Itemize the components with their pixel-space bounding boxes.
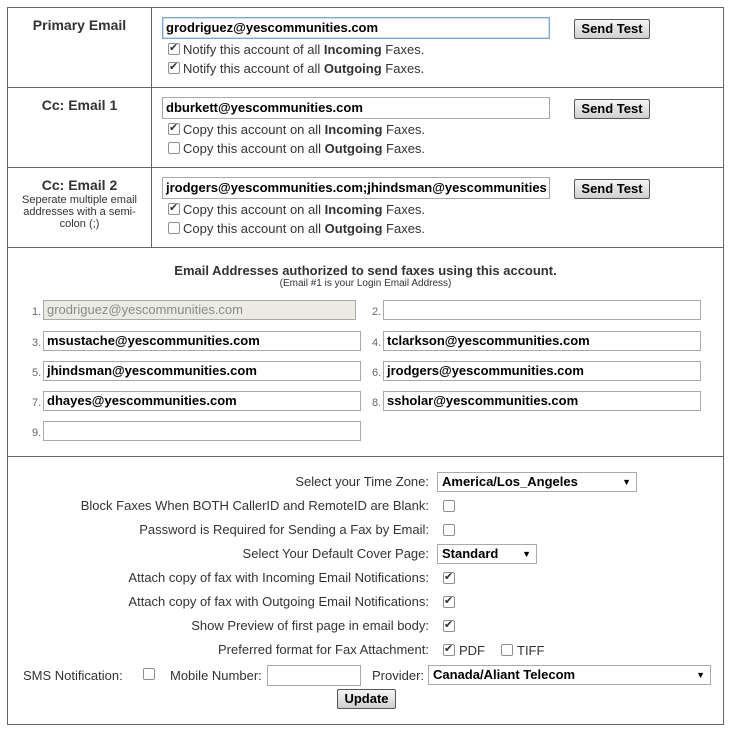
notify-incoming-checkbox[interactable] — [168, 43, 180, 55]
chevron-down-icon: ▼ — [622, 477, 631, 487]
divider — [8, 247, 723, 248]
slot-number: 7. — [32, 397, 42, 409]
update-button[interactable]: Update — [337, 689, 396, 709]
format-pdf-label: PDF — [459, 643, 485, 658]
format-pdf-checkbox[interactable] — [443, 644, 455, 656]
slot-number: 1. — [32, 306, 42, 318]
authorized-email-2[interactable] — [383, 300, 701, 320]
authorized-email-7[interactable]: dhayes@yescommunities.com — [43, 391, 361, 411]
copy-outgoing-checkbox[interactable] — [168, 222, 180, 234]
copy-outgoing-label: Copy this account on all Outgoing Faxes. — [183, 221, 426, 236]
block-faxes-checkbox[interactable] — [443, 500, 455, 512]
sms-notification-checkbox[interactable] — [143, 668, 155, 680]
copy-incoming-checkbox[interactable] — [168, 123, 180, 135]
attach-incoming-checkbox[interactable] — [443, 572, 455, 584]
format-tiff-label: TIFF — [517, 643, 545, 658]
notify-outgoing-label: Notify this account of all Outgoing Faxes. — [183, 61, 425, 76]
slot-number: 6. — [372, 367, 382, 379]
cc-email-1-input[interactable]: dburkett@yescommunities.com — [162, 97, 550, 119]
password-required-label: Password is Required for Sending a Fax by Email: — [139, 522, 429, 537]
copy-incoming-label: Copy this account on all Incoming Faxes. — [183, 122, 426, 137]
authorized-email-9[interactable] — [43, 421, 361, 441]
send-test-button[interactable]: Send Test — [574, 179, 650, 199]
show-preview-label: Show Preview of first page in email body: — [191, 618, 429, 633]
mobile-number-input[interactable] — [267, 665, 361, 686]
authorized-email-4[interactable]: tclarkson@yescommunities.com — [383, 331, 701, 351]
timezone-select[interactable]: America/Los_Angeles ▼ — [437, 472, 637, 492]
notify-incoming-label: Notify this account of all Incoming Faxes. — [183, 42, 425, 57]
show-preview-checkbox[interactable] — [443, 620, 455, 632]
divider — [8, 456, 723, 457]
cc-email-1-label: Cc: Email 1 — [41, 97, 118, 113]
send-test-button[interactable]: Send Test — [574, 99, 650, 119]
slot-number: 3. — [32, 337, 42, 349]
slot-number: 8. — [372, 397, 382, 409]
provider-select[interactable]: Canada/Aliant Telecom ▼ — [428, 665, 711, 685]
password-required-checkbox[interactable] — [443, 524, 455, 536]
timezone-label: Select your Time Zone: — [295, 474, 429, 489]
cc-email-2-label: Cc: Email 2 — [41, 177, 118, 193]
chevron-down-icon: ▼ — [522, 549, 531, 559]
authorized-email-6[interactable]: jrodgers@yescommunities.com — [383, 361, 701, 381]
attach-outgoing-label: Attach copy of fax with Outgoing Email Notifications: — [128, 594, 429, 609]
authorized-email-1: grodriguez@yescommunities.com — [43, 300, 356, 320]
authorized-email-3[interactable]: msustache@yescommunities.com — [43, 331, 361, 351]
copy-incoming-checkbox[interactable] — [168, 203, 180, 215]
mobile-number-label: Mobile Number: — [170, 668, 262, 683]
slot-number: 2. — [372, 306, 382, 318]
attach-outgoing-checkbox[interactable] — [443, 596, 455, 608]
notify-outgoing-checkbox[interactable] — [168, 62, 180, 74]
copy-incoming-label: Copy this account on all Incoming Faxes. — [183, 202, 426, 217]
slot-number: 5. — [32, 367, 42, 379]
cc-email-2-hint: Seperate multiple email addresses with a semi-colon (;) — [22, 194, 137, 230]
cover-page-select[interactable]: Standard ▼ — [437, 544, 537, 564]
divider — [151, 8, 152, 247]
copy-outgoing-checkbox[interactable] — [168, 142, 180, 154]
sms-notification-label: SMS Notification: — [23, 668, 123, 683]
divider — [8, 167, 723, 168]
block-faxes-label: Block Faxes When BOTH CallerID and RemoteID are Blank: — [80, 498, 429, 513]
provider-label: Provider: — [372, 668, 425, 683]
format-tiff-checkbox[interactable] — [501, 644, 513, 656]
cc-email-2-input[interactable]: jrodgers@yescommunities.com;jhindsman@yescommunities — [162, 177, 550, 199]
fax-format-label: Preferred format for Fax Attachment: — [218, 642, 429, 657]
cover-page-label: Select Your Default Cover Page: — [242, 546, 429, 561]
slot-number: 4. — [372, 337, 382, 349]
divider — [8, 87, 723, 88]
send-test-button[interactable]: Send Test — [574, 19, 650, 39]
authorized-email-8[interactable]: ssholar@yescommunities.com — [383, 391, 701, 411]
primary-email-label: Primary Email — [32, 17, 127, 33]
chevron-down-icon: ▼ — [696, 670, 705, 680]
authorized-subtitle: (Email #1 is your Login Email Address) — [279, 278, 452, 289]
fax-email-settings-panel — [7, 7, 724, 725]
slot-number: 9. — [32, 427, 42, 439]
copy-outgoing-label: Copy this account on all Outgoing Faxes. — [183, 141, 426, 156]
authorized-title: Email Addresses authorized to send faxes using this account. — [174, 263, 557, 278]
attach-incoming-label: Attach copy of fax with Incoming Email Notifications: — [128, 570, 429, 585]
primary-email-input[interactable]: grodriguez@yescommunities.com — [162, 17, 550, 39]
authorized-email-5[interactable]: jhindsman@yescommunities.com — [43, 361, 361, 381]
